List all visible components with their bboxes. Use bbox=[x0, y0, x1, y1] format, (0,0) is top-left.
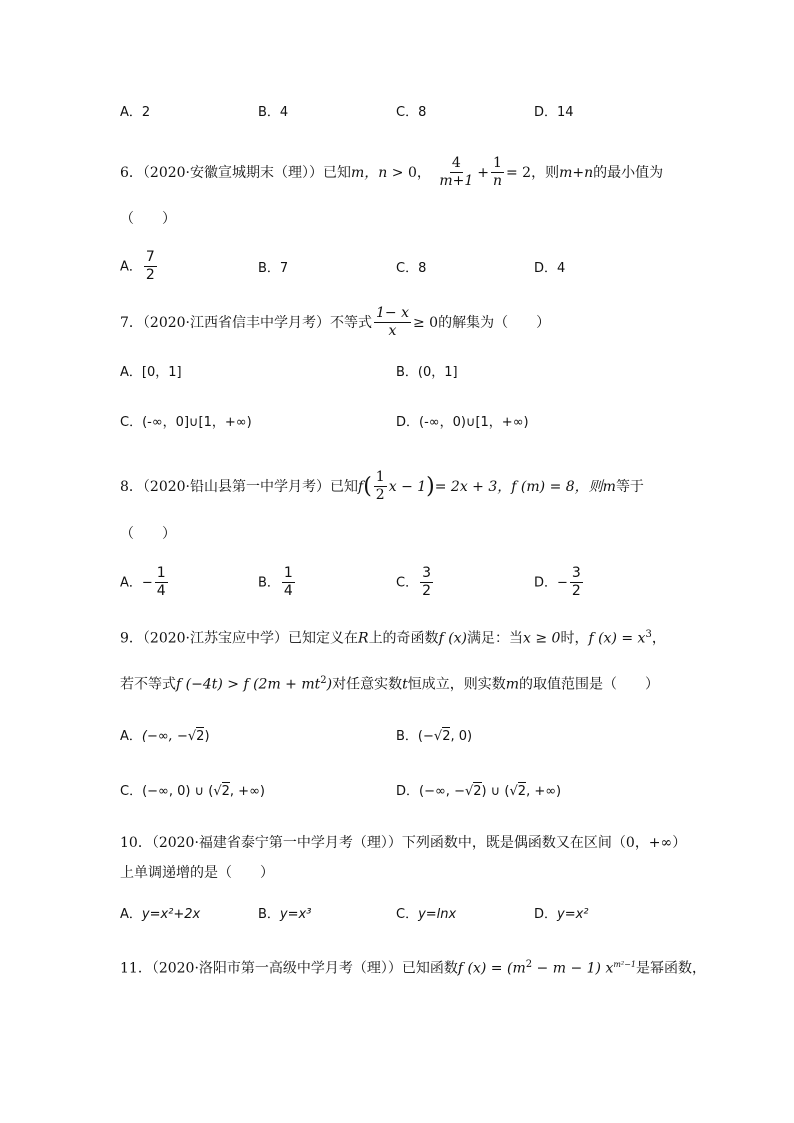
q9-option-a: A．(−∞, −√2) bbox=[120, 729, 210, 744]
q7-option-c: C．(-∞，0]∪[1，+∞) bbox=[120, 415, 252, 430]
q9-optD-sqrt: 2 bbox=[473, 784, 482, 799]
q9-R: R bbox=[358, 630, 369, 647]
q8-source: （2020·铅山县第一中学月考）已知 bbox=[142, 478, 359, 495]
question-10-line-1 bbox=[120, 836, 686, 850]
q9-optD-sqrt2: 2 bbox=[517, 784, 527, 799]
q9-sq: 2 bbox=[320, 675, 327, 686]
q9-cube: 3 bbox=[645, 629, 652, 640]
q9-optA-sqrt: 2 bbox=[196, 729, 205, 744]
q11-line1: （2020·洛阳市第一高级中学月考（理））已知函数 bbox=[151, 960, 458, 977]
q9-t: t bbox=[402, 676, 408, 693]
q6-option-d: D．4 bbox=[534, 261, 566, 276]
q6-tail: 的最小值为 bbox=[593, 164, 664, 181]
q10-optD-label: D． bbox=[534, 907, 558, 922]
q11-mid: − m − 1) x bbox=[532, 960, 614, 977]
q6-frac1-den: m+1 bbox=[439, 173, 474, 190]
q8-frac-num: 1 bbox=[374, 470, 387, 487]
q5-option-d: D．14 bbox=[534, 105, 574, 120]
q7-option-d: D．(-∞，0)∪[1，+∞) bbox=[396, 415, 529, 430]
q11-sq: 2 bbox=[525, 959, 533, 970]
q6-cond: > 0， bbox=[387, 164, 431, 181]
q6-optA-den: 2 bbox=[145, 267, 155, 284]
q6-plus: + bbox=[477, 164, 489, 181]
q9-optB-b: , 0) bbox=[450, 729, 473, 744]
q10-optB-text: y=x³ bbox=[279, 907, 312, 922]
q10-line1: （2020·福建省泰宁第一中学月考（理））下列函数中，既是偶函数又在区间（0，+∞） bbox=[151, 835, 687, 851]
q8-tail: 等于 bbox=[615, 478, 644, 495]
q8-optC-frac bbox=[420, 566, 433, 600]
q5-option-a: A．2 bbox=[120, 105, 151, 120]
q8-optA-num: 1 bbox=[155, 566, 168, 583]
q9-fx: f (x) bbox=[438, 630, 468, 647]
q8-paren: （ ） bbox=[120, 526, 176, 542]
q9-optB-sqrt: 2 bbox=[442, 729, 451, 744]
q8-optD-label: D．− bbox=[534, 575, 568, 591]
q9-optC-b: , +∞) bbox=[229, 784, 265, 799]
q9-optD-c: , +∞) bbox=[526, 784, 562, 799]
q10-optC-label: C． bbox=[396, 907, 419, 922]
q10-optA-label: A． bbox=[120, 907, 142, 922]
q10-option-c bbox=[396, 908, 456, 921]
q7-fraction bbox=[374, 306, 411, 340]
q6-fraction-2 bbox=[491, 156, 504, 190]
q6-option-b: B．7 bbox=[258, 261, 289, 276]
q9-optC-sqrt: 2 bbox=[221, 784, 230, 799]
q8-rhs: = 2x + 3， bbox=[434, 478, 512, 495]
q9-optD-a: (−∞, − bbox=[419, 784, 465, 799]
q9-line2-d: 的取值范围是（ ） bbox=[519, 676, 660, 693]
q9-optB-label: B． bbox=[396, 729, 418, 744]
q9-optA-a: (−∞, − bbox=[141, 729, 188, 744]
q6-option-a bbox=[120, 250, 159, 284]
q6-source: （2020·安徽宣城期末（理））已知 bbox=[142, 164, 352, 181]
q8-fm: f (m) = 8，则 bbox=[511, 478, 603, 495]
question-9-line-1 bbox=[120, 630, 666, 646]
q9-ineq-r: ) bbox=[326, 676, 333, 693]
q8-optD-frac bbox=[570, 566, 583, 600]
q10-optB-label: B． bbox=[258, 907, 280, 922]
q9-optC-a: (−∞, 0) ∪ ( bbox=[142, 784, 214, 799]
q8-m: m bbox=[602, 478, 616, 495]
q11-tail: 是幂函数， bbox=[635, 960, 706, 977]
q9-m: m bbox=[505, 676, 520, 693]
q9-line1-b: 上的奇函数 bbox=[368, 630, 439, 647]
q7-frac-num: 1− x bbox=[374, 306, 411, 323]
q8-number: 8． bbox=[120, 478, 143, 495]
q8-lparen: ( bbox=[363, 473, 372, 499]
q6-vars: m，n bbox=[351, 164, 388, 181]
q10-number: 10． bbox=[120, 835, 152, 851]
q8-inner: x − 1 bbox=[388, 478, 427, 495]
q9-line1-c: 满足：当 bbox=[467, 630, 524, 647]
q9-optA-b: ) bbox=[204, 729, 210, 744]
q10-optD-text: y=x² bbox=[557, 907, 589, 922]
q9-comma: ， bbox=[651, 630, 666, 647]
q5-option-b: B．4 bbox=[258, 105, 289, 120]
q11-fx: f (x) = (m bbox=[457, 960, 526, 977]
q9-optC-label: C． bbox=[120, 784, 143, 799]
q9-option-d: D．(−∞, −√2) ∪ (√2, +∞) bbox=[396, 784, 562, 799]
q6-paren: （ ） bbox=[120, 211, 176, 227]
q8-optA-den: 4 bbox=[156, 583, 166, 600]
q9-optD-b: ) ∪ ( bbox=[481, 784, 510, 799]
question-7 bbox=[120, 306, 550, 340]
q7-option-a: A．[0，1] bbox=[120, 365, 182, 380]
q6-frac1-num: 4 bbox=[450, 156, 463, 173]
q6-frac2-den: n bbox=[492, 173, 502, 190]
q8-optC-den: 2 bbox=[422, 583, 431, 600]
q6-optA-frac bbox=[144, 250, 157, 284]
q7-number: 7． bbox=[120, 314, 143, 331]
q10-optA-text: y=x²+2x bbox=[141, 907, 201, 922]
q9-number: 9． bbox=[120, 630, 143, 647]
q6-fraction-1 bbox=[437, 156, 475, 190]
q6-optA-label: A． bbox=[120, 259, 142, 275]
q10-option-d bbox=[534, 908, 589, 921]
q6-eq: = 2，则 bbox=[506, 164, 560, 181]
q8-rparen: ) bbox=[426, 473, 435, 499]
q9-ineq-l: f (−4t) > f (2m + mt bbox=[176, 676, 321, 693]
q9-optA-label: A． bbox=[120, 729, 142, 744]
q8-fraction bbox=[374, 470, 387, 504]
q8-optD-den: 2 bbox=[571, 583, 581, 600]
q11-number: 11． bbox=[120, 960, 152, 977]
q8-optC-label: C． bbox=[396, 575, 419, 591]
q8-option-a bbox=[120, 566, 170, 600]
q10-option-a bbox=[120, 908, 200, 921]
q9-line2-c: 恒成立，则实数 bbox=[407, 676, 506, 693]
question-6 bbox=[120, 156, 663, 190]
question-11 bbox=[120, 960, 706, 976]
q8-option-c bbox=[396, 566, 435, 600]
q8-optD-num: 3 bbox=[570, 566, 583, 583]
q9-fx-eq: f (x) = x bbox=[588, 630, 646, 647]
q9-option-b: B．(−√2, 0) bbox=[396, 729, 473, 744]
q9-cond: x ≥ 0 bbox=[523, 630, 561, 647]
q9-line1-a: （2020·江苏宝应中学）已知定义在 bbox=[142, 630, 359, 647]
q7-frac-den: x bbox=[388, 323, 397, 340]
q8-f: f bbox=[358, 478, 364, 495]
q8-optB-label: B． bbox=[258, 575, 280, 591]
q8-optB-den: 4 bbox=[283, 583, 293, 600]
question-8 bbox=[120, 470, 644, 504]
q5-option-c: C．8 bbox=[396, 105, 427, 120]
q9-line2-b: 对任意实数 bbox=[332, 676, 403, 693]
q8-optA-label: A．− bbox=[120, 575, 153, 591]
q6-number: 6． bbox=[120, 164, 143, 181]
q8-optB-frac bbox=[282, 566, 295, 600]
q7-ineq: ≥ 0 bbox=[413, 314, 439, 331]
q8-optC-num: 3 bbox=[420, 566, 433, 583]
q9-line1-d: 时， bbox=[560, 630, 589, 647]
q8-optA-frac bbox=[155, 566, 168, 600]
q9-optD-label: D． bbox=[396, 784, 420, 799]
q8-optB-num: 1 bbox=[282, 566, 295, 583]
q7-option-b: B．(0，1] bbox=[396, 365, 458, 380]
q10-optC-text: y=lnx bbox=[418, 907, 457, 922]
q8-option-b bbox=[258, 566, 297, 600]
q6-expr: m+n bbox=[559, 164, 594, 181]
q7-tail: 的解集为（ ） bbox=[438, 314, 551, 331]
q9-optB-a: (− bbox=[417, 729, 434, 744]
q6-optA-num: 7 bbox=[144, 250, 157, 267]
q11-exp: m²−1 bbox=[613, 960, 636, 969]
q10-option-b bbox=[258, 908, 311, 921]
q8-option-d bbox=[534, 566, 585, 600]
q6-frac2-num: 1 bbox=[491, 156, 504, 173]
question-9-line-2 bbox=[120, 676, 659, 692]
q7-source: （2020·江西省信丰中学月考）不等式 bbox=[142, 314, 373, 331]
q9-option-c: C．(−∞, 0) ∪ (√2, +∞) bbox=[120, 784, 265, 799]
q9-line2-a: 若不等式 bbox=[120, 676, 176, 693]
question-10-line-2: 上单调递增的是（ ） bbox=[120, 865, 274, 881]
q8-frac-den: 2 bbox=[375, 487, 385, 504]
q6-option-c: C．8 bbox=[396, 261, 427, 276]
